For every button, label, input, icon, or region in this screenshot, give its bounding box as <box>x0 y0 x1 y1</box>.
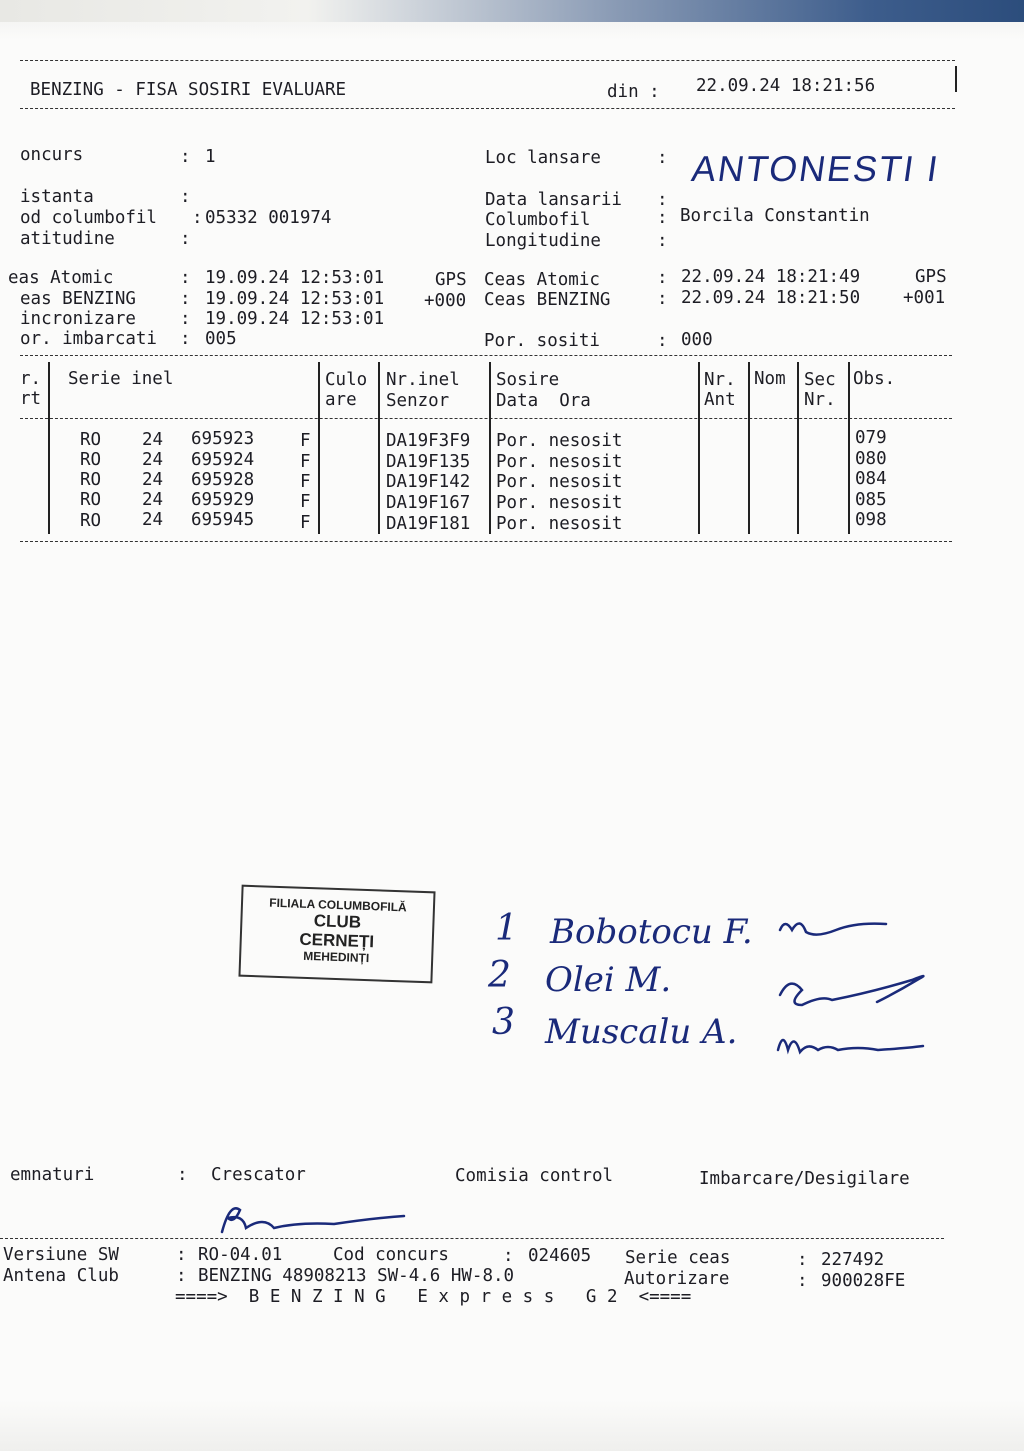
footer-cod-label: Cod concurs <box>333 1245 449 1265</box>
signature-crescator <box>222 1208 404 1232</box>
info-colon: : <box>177 1165 188 1185</box>
commission-num-1: 1 <box>495 908 518 949</box>
info-label-longitudine: Longitudine <box>485 231 601 251</box>
ring-sex: F <box>300 431 311 451</box>
sensor-id: DA19F135 <box>386 452 471 472</box>
info-colon: : <box>657 148 668 168</box>
footer-antena-value: BENZING 48908213 SW-4.6 HW-8.0 <box>198 1266 515 1286</box>
stamp-line-4: MEHEDINȚI <box>302 948 370 966</box>
info-colon: : <box>797 1250 808 1270</box>
ring-country: RO <box>80 511 102 531</box>
signatures-label: emnaturi <box>10 1165 95 1185</box>
footer-rule <box>0 1238 944 1239</box>
signature-imbarcare-label: Imbarcare/Desigilare <box>699 1169 910 1189</box>
col-header-nom: Nom <box>754 369 786 389</box>
ring-year: 24 <box>142 470 164 490</box>
info-colon: : <box>657 289 668 309</box>
info-value-columbofil: Borcila Constantin <box>680 206 870 226</box>
info-colon: : <box>503 1246 514 1266</box>
ring-year: 24 <box>142 450 164 470</box>
col-header-culoare: Culo are <box>325 370 368 410</box>
ring-number: 695924 <box>191 450 255 470</box>
footer-antena-label: Antena Club <box>3 1266 119 1286</box>
clock-right-value-1: 22.09.24 18:21:50 <box>681 288 861 308</box>
clock-right-label-1: Ceas BENZING <box>484 290 611 310</box>
info-colon: : <box>180 329 191 349</box>
clock-left-label-3: or. imbarcati <box>20 329 157 349</box>
clock-right-label-0: Ceas Atomic <box>484 270 600 290</box>
clock-right-value-0: 22.09.24 18:21:49 <box>681 267 861 287</box>
ring-number: 695945 <box>191 510 255 530</box>
sensor-id: DA19F142 <box>386 472 471 492</box>
ring-sex: F <box>300 472 311 492</box>
footer-cod-value: 024605 <box>528 1246 592 1266</box>
col-header-sosire: Sosire Data Ora <box>496 370 591 411</box>
obs-value: 080 <box>855 449 887 469</box>
din-value: 22.09.24 18:21:56 <box>696 76 876 96</box>
stamp-line-1: FILIALA COLUMBOFILĂ <box>269 895 407 915</box>
info-colon: : <box>176 1245 187 1265</box>
info-colon: : <box>180 187 191 207</box>
ring-number: 695929 <box>191 490 255 510</box>
commission-name-3: Muscalu A. <box>545 1012 738 1052</box>
signature-comisia-label: Comisia control <box>455 1166 614 1186</box>
commission-num-2: 2 <box>488 955 511 996</box>
clock-left-value-1: 19.09.24 12:53:01 <box>205 289 385 309</box>
sensor-id: DA19F181 <box>386 514 471 534</box>
stamp-line-2: CLUB <box>313 911 362 932</box>
info-colon: : <box>192 208 203 228</box>
info-colon: : <box>657 208 668 228</box>
footer-serie-label: Serie ceas <box>625 1248 731 1268</box>
signature-2 <box>780 976 923 1005</box>
info-label-columbofil: Columbofil <box>485 210 591 230</box>
clock-left-extra-0: GPS <box>435 270 467 290</box>
clock-right-extra-0: GPS <box>915 267 947 287</box>
info-label-latitudine: atitudine <box>20 229 115 249</box>
clock-left-label-0: eas Atomic <box>8 268 114 288</box>
footer-versiune-label: Versiune SW <box>3 1245 119 1265</box>
arrival-status: Por. nesosit <box>496 472 623 492</box>
info-colon: : <box>657 231 668 251</box>
col-header-senzor: Nr.inel Senzor <box>386 370 460 411</box>
clock-left-extra-1: +000 <box>424 291 467 311</box>
ring-country: RO <box>80 490 102 510</box>
sensor-id: DA19F167 <box>386 493 471 513</box>
col-header-nr-ant: Nr. Ant <box>704 370 736 410</box>
obs-value: 098 <box>855 510 887 530</box>
stamp-line-3: CERNEȚI <box>299 929 375 952</box>
info-label-cod-columbofil: od columbofil <box>20 208 157 228</box>
info-value-concurs: 1 <box>205 147 216 167</box>
info-label-loc-lansare: Loc lansare <box>485 148 601 168</box>
commission-num-3: 3 <box>492 1002 515 1043</box>
arrival-status: Por. nesosit <box>496 493 623 513</box>
info-colon: : <box>176 1266 187 1286</box>
obs-value: 079 <box>855 428 887 448</box>
din-label: din : <box>607 82 660 102</box>
col-header-serie: Serie inel <box>68 369 174 389</box>
clock-right-label-2: Por. sositi <box>484 331 600 351</box>
footer-versiune-value: RO-04.01 <box>198 1245 283 1265</box>
obs-value: 085 <box>855 490 887 510</box>
arrival-status: Por. nesosit <box>496 431 623 451</box>
document-title: BENZING - FISA SOSIRI EVALUARE <box>30 80 347 100</box>
commission-name-2: Olei M. <box>545 960 672 1000</box>
commission-name-1: Bobotocu F. <box>550 912 753 952</box>
sensor-id: DA19F3F9 <box>386 431 471 451</box>
col-header-nr: r. rt <box>20 369 42 409</box>
info-colon: : <box>180 147 191 167</box>
obs-value: 084 <box>855 469 887 489</box>
info-colon: : <box>180 309 191 329</box>
ring-year: 24 <box>142 490 164 510</box>
footer-autorizare-value: 900028FE <box>821 1271 906 1291</box>
info-label-data-lansarii: Data lansarii <box>485 190 622 210</box>
info-label-concurs: oncurs <box>20 145 84 165</box>
ring-sex: F <box>300 492 311 512</box>
ring-country: RO <box>80 430 102 450</box>
signature-3 <box>778 1040 923 1052</box>
footer-banner: ====> B E N Z I N G E x p r e s s G 2 <==== <box>175 1287 692 1307</box>
ring-sex: F <box>300 513 311 533</box>
footer-autorizare-label: Autorizare <box>624 1269 730 1289</box>
signature-crescator-label: Crescator <box>211 1165 306 1185</box>
handwritten-loc-lansare: ANTONESTI I <box>689 148 943 189</box>
col-header-sec: Sec Nr. <box>804 370 836 410</box>
footer-serie-value: 227492 <box>821 1250 885 1270</box>
info-colon: : <box>657 331 668 351</box>
ring-number: 695923 <box>191 429 255 449</box>
info-value-cod-columbofil: 05332 001974 <box>205 208 332 228</box>
clock-left-value-2: 19.09.24 12:53:01 <box>205 309 385 329</box>
clock-left-label-2: incronizare <box>20 309 136 329</box>
signature-1 <box>780 923 886 934</box>
ring-country: RO <box>80 470 102 490</box>
info-label-distanta: istanta <box>20 187 94 207</box>
clock-right-value-2: 000 <box>681 330 713 350</box>
info-colon: : <box>180 229 191 249</box>
clock-left-value-3: 005 <box>205 329 237 349</box>
ring-year: 24 <box>142 510 164 530</box>
ring-country: RO <box>80 450 102 470</box>
arrival-status: Por. nesosit <box>496 514 623 534</box>
ring-sex: F <box>300 452 311 472</box>
arrival-status: Por. nesosit <box>496 452 623 472</box>
info-colon: : <box>797 1271 808 1291</box>
info-colon: : <box>657 268 668 288</box>
ring-year: 24 <box>142 430 164 450</box>
clock-left-value-0: 19.09.24 12:53:01 <box>205 268 385 288</box>
info-colon: : <box>180 289 191 309</box>
clock-left-label-1: eas BENZING <box>20 289 136 309</box>
ring-number: 695928 <box>191 470 255 490</box>
info-colon: : <box>180 268 191 288</box>
info-colon: : <box>657 190 668 210</box>
clock-right-extra-1: +001 <box>903 288 946 308</box>
col-header-obs: Obs. <box>853 369 896 389</box>
